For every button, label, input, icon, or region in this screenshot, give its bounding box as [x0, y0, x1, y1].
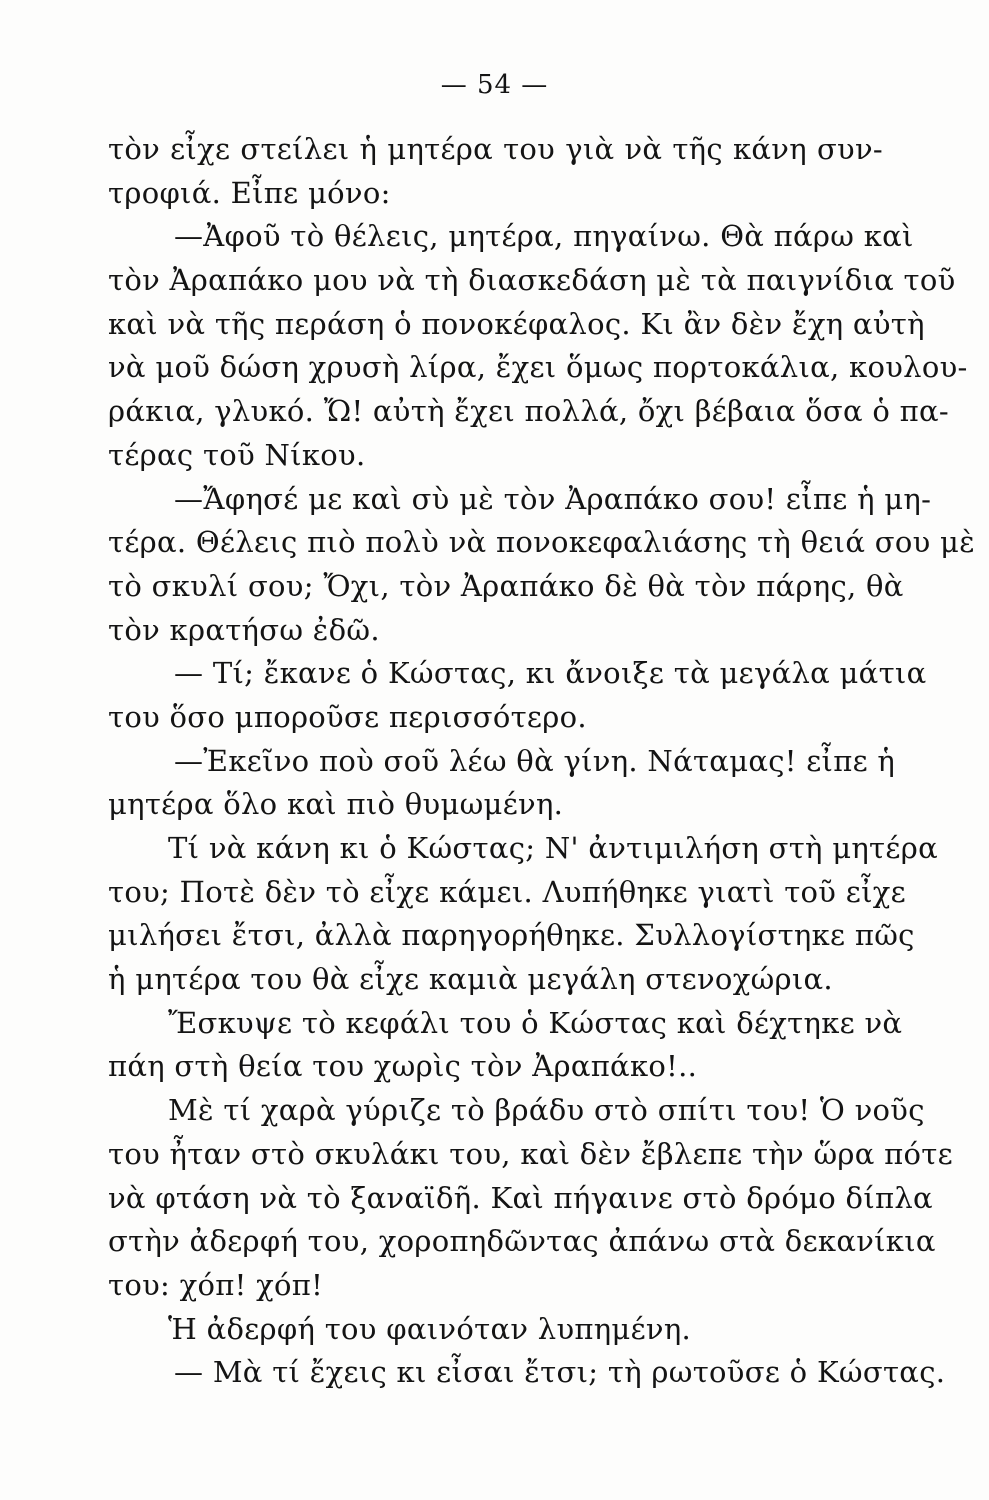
text-line: τὸν κρατήσω ἐδῶ. [108, 612, 380, 647]
text-line: νὰ φτάση νὰ τὸ ξαναϊδῆ. Καὶ πήγαινε στὸ δρόμο δίπλα [108, 1180, 933, 1215]
text-line: τὸ σκυλί σου; Ὄχι, τὸν Ἀραπάκο δὲ θὰ τὸν πάρης, θὰ [108, 568, 904, 603]
text-line: — Μὰ τί ἔχεις κι εἶσαι ἔτσι; τὴ ρωτοῦσε ὁ Κώστας. [174, 1355, 946, 1390]
text-line: —Ἄφησέ με καὶ σὺ μὲ τὸν Ἀραπάκο σου! εἶπε ἡ μη- [174, 481, 932, 516]
text-line: —Ἀφοῦ τὸ θέλεις, μητέρα, πηγαίνω. Θὰ πάρω καὶ [174, 219, 914, 254]
text-line: καὶ νὰ τῆς περάση ὁ πονοκέφαλος. Κι ἂν δὲν ἔχη αὐτὴ [108, 306, 925, 341]
text-line: τὸν Ἀραπάκο μου νὰ τὴ διασκεδάση μὲ τὰ παιγνίδια τοῦ [108, 263, 956, 298]
text-line: στὴν ἀδερφή του, χοροπηδῶντας ἀπάνω στὰ δεκανίκια [108, 1224, 936, 1259]
text-line: του ὅσο μποροῦσε περισσότερο. [108, 699, 587, 734]
text-line: πάη στὴ θεία του χωρὶς τὸν Ἀραπάκο!.. [108, 1049, 698, 1084]
text-line: μητέρα ὅλο καὶ πιὸ θυμωμένη. [108, 787, 564, 822]
text-line: Τί νὰ κάνη κι ὁ Κώστας; Ν' ἀντιμιλήση στὴ μητέρα [168, 831, 938, 865]
text-line: τέρα. Θέλεις πιὸ πολὺ νὰ πονοκεφαλιάσης τὴ θειά σου μὲ [108, 525, 976, 560]
text-line: ράκια, γλυκό. Ὤ! αὐτὴ ἔχει πολλά, ὄχι βέβαια ὅσα ὁ πα- [108, 394, 950, 429]
text-line: τέρας τοῦ Νίκου. [108, 437, 366, 472]
text-line: —Ἐκεῖνο ποὺ σοῦ λέω θὰ γίνη. Νάταμας! εἶπε ἡ [174, 743, 896, 778]
text-line: Ἡ ἀδερφή του φαινόταν λυπημένη. [168, 1311, 692, 1346]
text-line: του: χόπ! χόπ! [108, 1267, 324, 1302]
text-line: Ἔσκυψε τὸ κεφάλι του ὁ Κώστας καὶ δέχτηκε νὰ [168, 1005, 903, 1040]
text-line: τὸν εἶχε στείλει ἡ μητέρα του γιὰ νὰ τῆς κάνη συν- [108, 132, 883, 166]
text-line: του ἦταν στὸ σκυλάκι του, καὶ δὲν ἔβλεπε τὴν ὥρα πότε [108, 1136, 953, 1171]
text-line: ἡ μητέρα του θὰ εἶχε καμιὰ μεγάλη στενοχώρια. [108, 962, 833, 997]
text-line: νὰ μοῦ δώση χρυσὴ λίρα, ἔχει ὅμως πορτοκάλια, κουλου- [108, 350, 968, 385]
body-text [108, 128, 976, 1395]
page-number: — 54 — [440, 70, 549, 100]
text-line: του; Ποτὲ δὲν τὸ εἶχε κάμει. Λυπήθηκε γιατὶ τοῦ εἶχε [108, 874, 906, 909]
text-line: Μὲ τί χαρὰ γύριζε τὸ βράδυ στὸ σπίτι του! Ὁ νοῦς [168, 1093, 925, 1128]
text-line: τροφιά. Εἶπε μόνο: [108, 175, 391, 210]
text-line: μιλήσει ἔτσι, ἀλλὰ παρηγορήθηκε. Συλλογίστηκε πῶς [108, 918, 915, 953]
text-line: — Τί; ἔκανε ὁ Κώστας, κι ἄνοιξε τὰ μεγάλα μάτια [174, 656, 927, 691]
